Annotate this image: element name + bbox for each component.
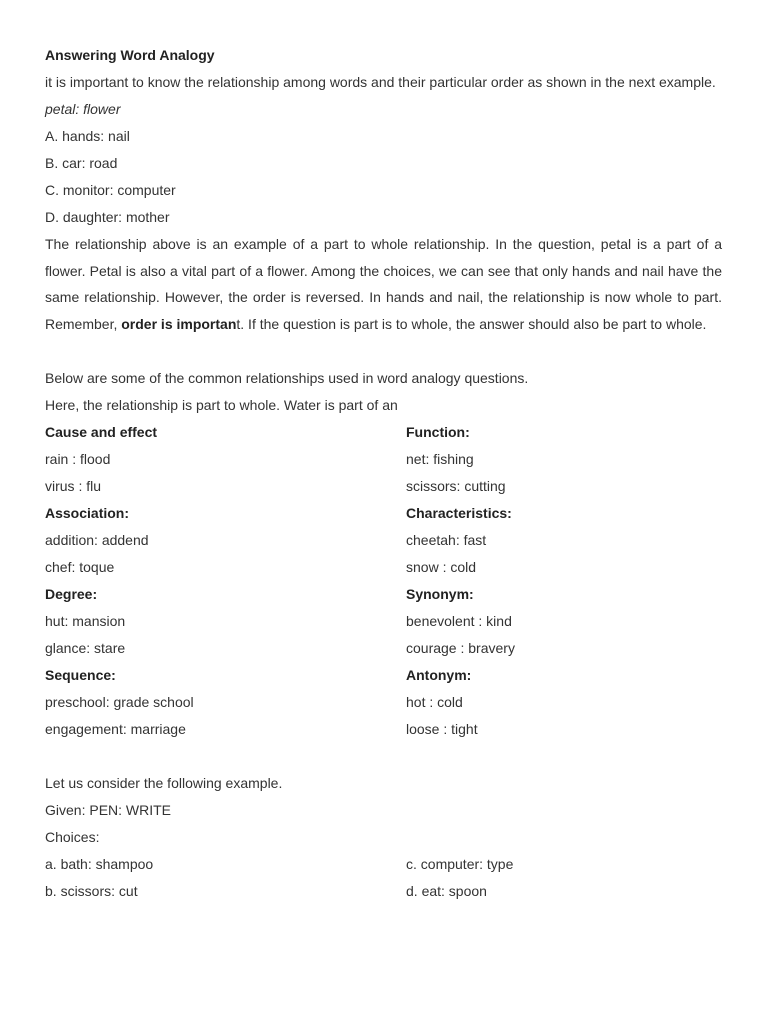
spacer [45, 743, 722, 770]
choice-d: d. eat: spoon [406, 882, 487, 899]
intro-paragraph: it is important to know the relationship among words and their particular order as shown in the next example. [45, 74, 716, 90]
relationship-item: cheetah: fast [406, 531, 487, 548]
relationship-heading: Cause and effect [45, 423, 158, 440]
document-title: Answering Word Analogy [45, 47, 215, 63]
relationship-item: courage : bravery [406, 639, 515, 656]
relationship-heading: Characteristics: [406, 504, 512, 521]
relationship-item: loose : tight [406, 720, 478, 737]
option-c: C. monitor: computer [45, 181, 176, 198]
relationship-item: scissors: cutting [406, 477, 506, 494]
explanation-emphasis: order is importan [121, 316, 237, 333]
relationship-item: engagement: marriage [45, 720, 186, 737]
relationship-item: rain : flood [45, 450, 111, 467]
relationship-heading: Degree: [45, 585, 98, 602]
relationship-heading: Association: [45, 504, 130, 521]
relationship-heading: Function: [406, 423, 470, 440]
practice-choices-label: Choices: [45, 828, 100, 845]
practice-given: Given: PEN: WRITE [45, 801, 172, 818]
choice-b: b. scissors: cut [45, 882, 138, 899]
relationships-right-column [406, 419, 722, 743]
relationship-item: chef: toque [45, 558, 115, 575]
relationship-item: virus : flu [45, 477, 102, 494]
option-a: A. hands: nail [45, 127, 130, 144]
relationship-item: preschool: grade school [45, 693, 194, 710]
practice-intro: Let us consider the following example. [45, 774, 283, 791]
spacer [45, 338, 722, 365]
choice-c: c. computer: type [406, 855, 514, 872]
relationships-left-column [45, 419, 406, 743]
option-b: B. car: road [45, 154, 118, 171]
relationship-heading: Antonym: [406, 666, 472, 683]
choice-a: a. bath: shampoo [45, 855, 154, 872]
option-d: D. daughter: mother [45, 208, 170, 225]
relationships-note: Here, the relationship is part to whole. Water is part of an [45, 396, 398, 413]
relationship-heading: Sequence: [45, 666, 116, 683]
explanation-paragraph [45, 231, 722, 338]
practice-choices-grid [45, 851, 722, 905]
explanation-text-before: The relationship above is an example of a part to whole relationship. In the question, petal is a part of a flower. Petal is also a vital part of a flower. Among the choices, we can see that only hands and nail have the same relationship. However, the order is reversed. In hands and nail, the relationship is now whole to part. Remember, [45, 235, 722, 333]
relationship-heading: Synonym: [406, 585, 474, 602]
relationship-item: net: fishing [406, 450, 474, 467]
document-content [45, 42, 722, 905]
relationship-item: hot : cold [406, 693, 463, 710]
relationship-item: addition: addend [45, 531, 149, 548]
relationships-grid [45, 419, 722, 743]
relationship-item: snow : cold [406, 558, 477, 575]
example-pair: petal: flower [45, 100, 121, 117]
relationship-item: hut: mansion [45, 612, 126, 629]
explanation-text-after: t. If the question is part is to whole, the answer should also be part to whole. [236, 316, 707, 333]
relationship-item: benevolent : kind [406, 612, 512, 629]
relationships-intro: Below are some of the common relationships used in word analogy questions. [45, 369, 529, 386]
relationship-item: glance: stare [45, 639, 126, 656]
